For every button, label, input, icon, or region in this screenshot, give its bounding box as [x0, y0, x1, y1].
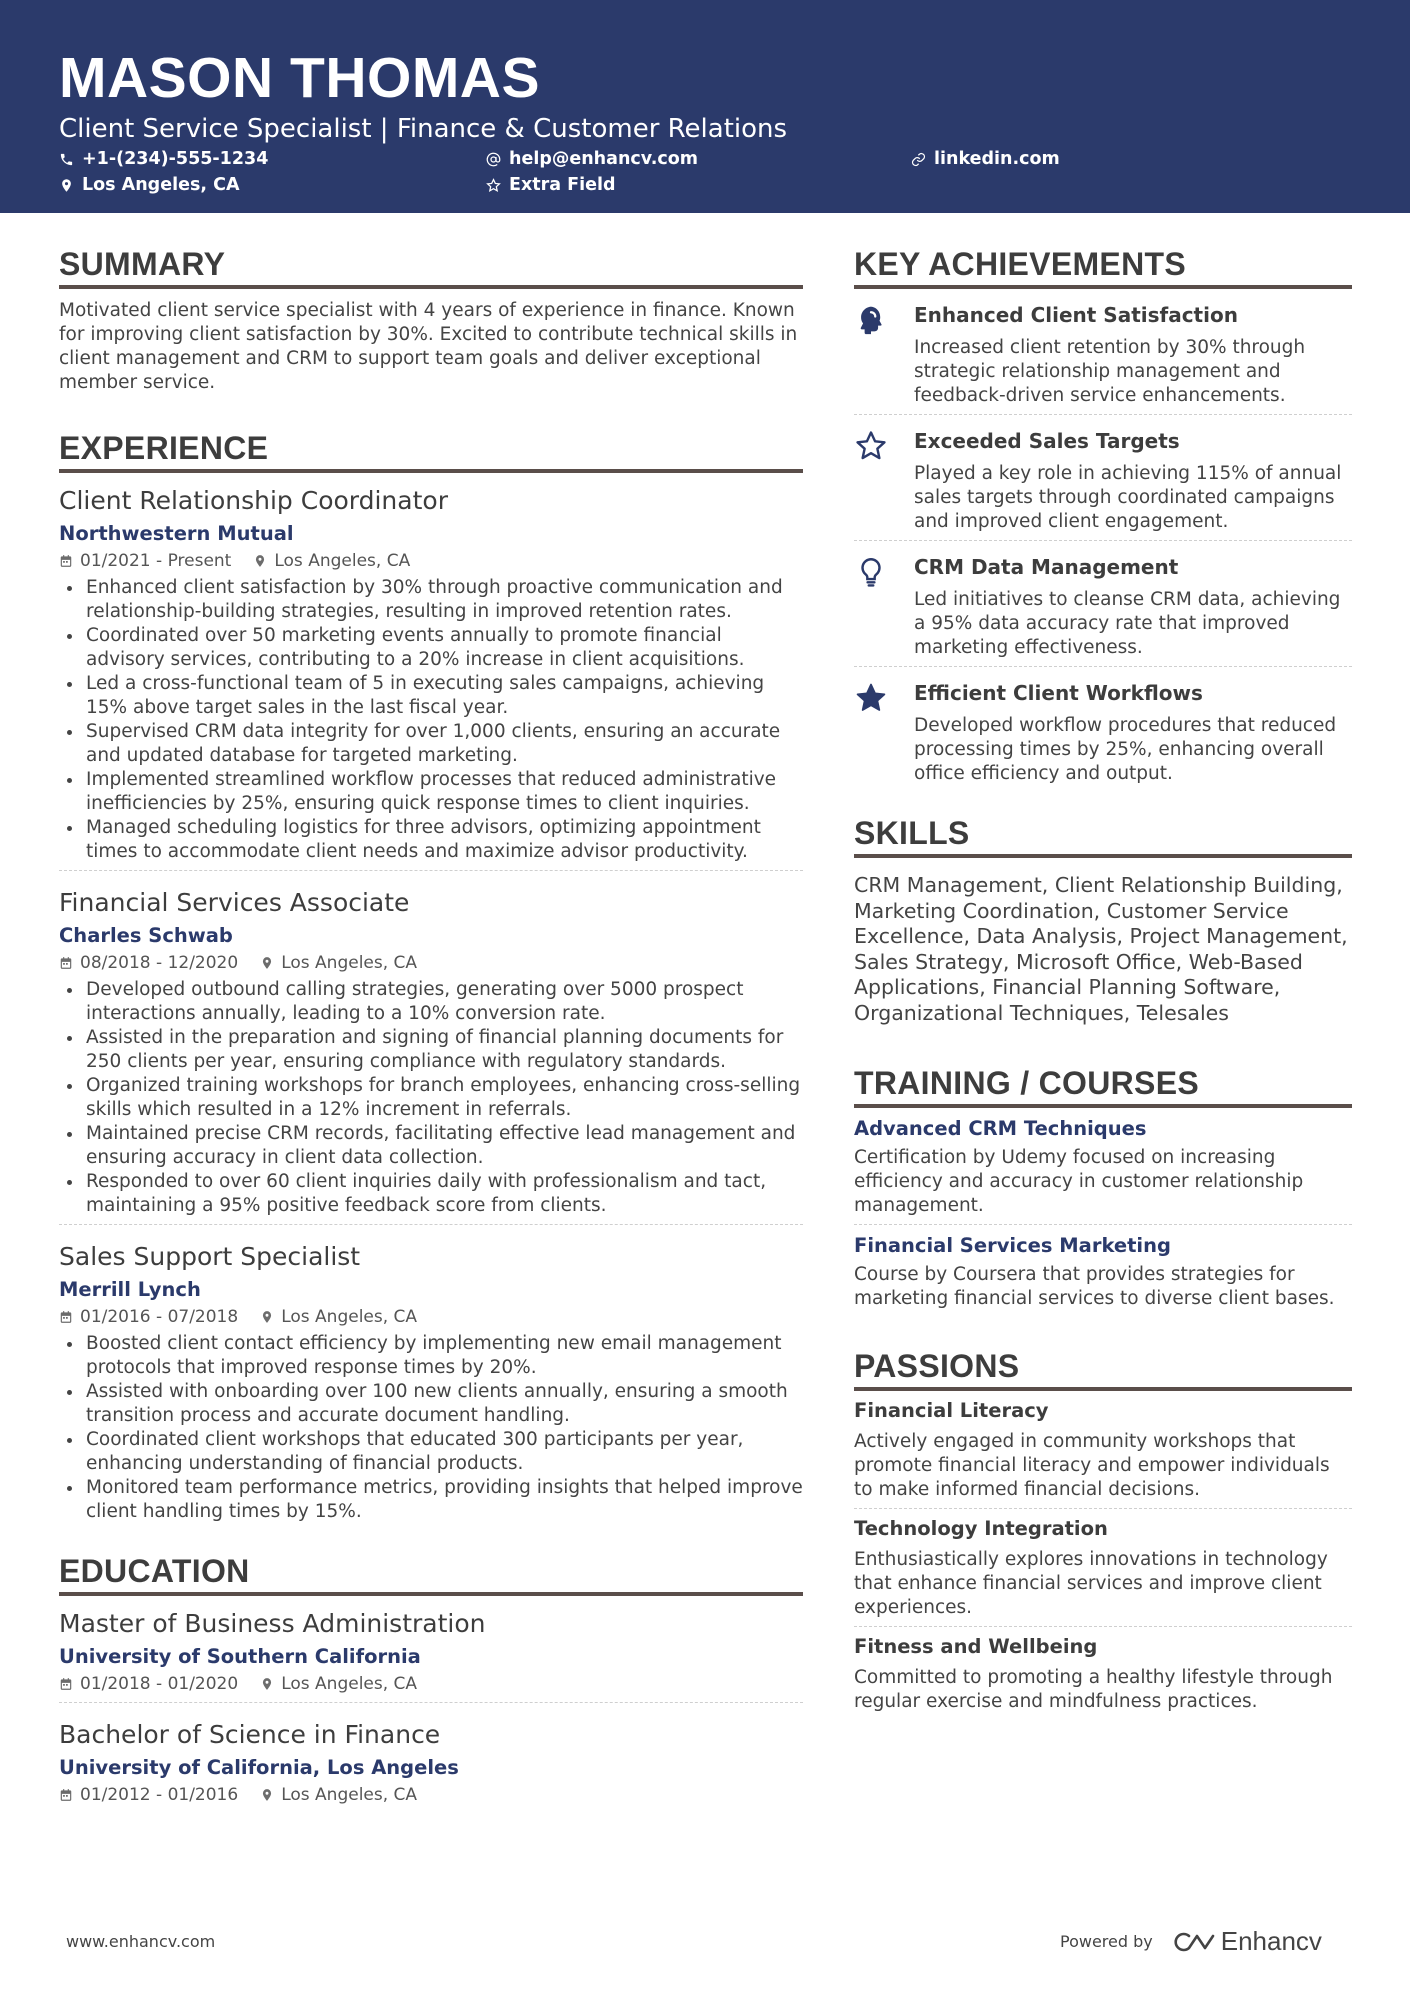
right-column	[854, 245, 1352, 1720]
passion-item	[854, 1508, 1352, 1626]
skills-text: CRM Management, Client Relationship Building, Marketing Coordination, Customer Service Excellence, Data Analysis, Project Management, Sales Strategy, Microsoft Office, Web-Based Applications, Financial Planning Software, Organizational Techniques, Telesales	[854, 873, 1348, 1025]
course-desc: Certification by Udemy focused on increasing efficiency and accuracy in customer relationship management.	[854, 1147, 1304, 1216]
training-section	[854, 1064, 1352, 1317]
section-title-training: TRAINING / COURSES	[854, 1064, 1352, 1108]
calendar-icon	[59, 1310, 73, 1324]
bullet-item: Assisted in the preparation and signing of financial planning documents for 250 clients per year, ensuring compliance with regulatory standards.	[59, 1026, 803, 1074]
bullet-item: Responded to over 60 client inquiries daily with professionalism and tact, maintaining a 95% positive feedback score from clients.	[59, 1170, 803, 1218]
bullet-item: Implemented streamlined workflow processes that reduced administrative inefficiencies by 25%, ensuring quick response times to client inquiries.	[59, 768, 803, 816]
bullet-item: Managed scheduling logistics for three advisors, optimizing appointment times to accommodate client needs and maximize advisor productivity.	[59, 816, 803, 864]
passions-list	[854, 1391, 1352, 1720]
phone-text: +1-(234)-555-1234	[82, 149, 269, 169]
experience-list	[59, 485, 803, 1530]
location-pin-icon	[260, 956, 274, 970]
date-text: 01/2012 - 01/2016	[80, 1785, 239, 1805]
course-desc: Course by Coursera that provides strategies for marketing financial services to diverse client bases.	[854, 1264, 1335, 1309]
date-text: 08/2018 - 12/2020	[80, 953, 239, 973]
location-pin-icon	[253, 554, 267, 568]
location	[253, 549, 410, 573]
achievement-item	[854, 666, 1352, 792]
date-location	[59, 951, 803, 975]
degree-title: Master of Business Administration	[59, 1609, 486, 1638]
bullet-item: Coordinated client workshops that educated 300 participants per year, enhancing understanding of financial products.	[59, 1428, 803, 1476]
extra-text: Extra Field	[509, 175, 616, 195]
date-text: 01/2018 - 01/2020	[80, 1674, 239, 1694]
passion-item	[854, 1391, 1352, 1508]
company-name: Charles Schwab	[59, 924, 233, 947]
company-name: Northwestern Mutual	[59, 522, 294, 545]
email-text: help@enhancv.com	[509, 149, 699, 169]
job-entry	[59, 1224, 803, 1530]
footer-website[interactable]: www.enhancv.com	[66, 1932, 216, 1951]
contact-linkedin[interactable]	[911, 149, 1060, 169]
training-list	[854, 1108, 1352, 1317]
date-range	[59, 1305, 238, 1329]
skills-section	[854, 814, 1352, 1026]
calendar-icon	[59, 1788, 73, 1802]
date-location	[59, 1305, 803, 1329]
achievements-list	[854, 289, 1352, 792]
location	[260, 1783, 417, 1807]
company-name: Merrill Lynch	[59, 1278, 201, 1301]
passion-desc: Actively engaged in community workshops that promote financial literacy and empower individuals to make informed financial decisions.	[854, 1431, 1330, 1500]
contact-email[interactable]	[486, 149, 698, 169]
achievement-title: Efficient Client Workflows	[914, 681, 1203, 705]
calendar-icon	[59, 956, 73, 970]
link-icon	[911, 152, 926, 167]
star-icon	[486, 178, 501, 193]
date-text: 01/2021 - Present	[80, 551, 232, 571]
education-entry	[59, 1702, 803, 1813]
education-section	[59, 1552, 803, 1813]
enhancv-logo-icon	[1171, 1930, 1215, 1954]
at-icon	[486, 152, 501, 167]
section-title-skills: SKILLS	[854, 814, 1352, 858]
bullet-item: Coordinated over 50 marketing events annually to promote financial advisory services, contributing to a 20% increase in client acquisitions.	[59, 624, 803, 672]
location-pin-icon	[260, 1788, 274, 1802]
job-bullets	[59, 576, 803, 864]
passion-title: Financial Literacy	[854, 1399, 1049, 1422]
passion-desc: Enthusiastically explores innovations in technology that enhance financial services and improve client experiences.	[854, 1549, 1328, 1618]
star-filled-icon	[854, 681, 888, 715]
bullet-item: Boosted client contact efficiency by implementing new email management protocols that improved response times by 20%.	[59, 1332, 803, 1380]
job-title: Financial Services Associate	[59, 888, 410, 917]
school-name: University of Southern California	[59, 1645, 421, 1668]
date-range	[59, 951, 238, 975]
achievement-item	[854, 540, 1352, 666]
location	[260, 1305, 417, 1329]
bullet-item: Enhanced client satisfaction by 30% through proactive communication and relationship-building strategies, resulting in improved retention rates.	[59, 576, 803, 624]
date-range	[59, 549, 231, 573]
bullet-item: Led a cross-functional team of 5 in executing sales campaigns, achieving 15% above target sales in the last fiscal year.	[59, 672, 803, 720]
job-bullets	[59, 978, 803, 1218]
job-title: Client Relationship Coordinator	[59, 486, 448, 515]
achievement-title: Exceeded Sales Targets	[914, 429, 1180, 453]
passion-item	[854, 1626, 1352, 1720]
section-title-education: EDUCATION	[59, 1552, 803, 1596]
footer-branding	[1060, 1926, 1322, 1957]
summary-text: Motivated client service specialist with 4 years of experience in finance. Known for improving client satisfaction by 30%. Excited to contribute technical skills in client management and CRM to support team goals and deliver exceptional member service.	[59, 300, 798, 393]
degree-title: Bachelor of Science in Finance	[59, 1720, 441, 1749]
achievement-item	[854, 289, 1352, 414]
left-column	[59, 245, 803, 1813]
date-text: 01/2016 - 07/2018	[80, 1307, 239, 1327]
achievement-title: Enhanced Client Satisfaction	[914, 303, 1238, 327]
location-text: Los Angeles, CA	[82, 175, 240, 195]
location	[260, 951, 417, 975]
location-pin-icon	[59, 178, 74, 193]
education-list	[59, 1608, 803, 1813]
date-range	[59, 1672, 238, 1696]
candidate-subtitle: Client Service Specialist | Finance & Customer Relations	[59, 114, 788, 144]
location-pin-icon	[260, 1310, 274, 1324]
bullet-item: Supervised CRM data integrity for over 1,000 clients, ensuring an accurate and updated database for targeted marketing.	[59, 720, 803, 768]
date-location	[59, 549, 803, 573]
passion-title: Fitness and Wellbeing	[854, 1635, 1098, 1658]
bullet-item: Monitored team performance metrics, providing insights that helped improve client handling times by 15%.	[59, 1476, 803, 1524]
achievement-title: CRM Data Management	[914, 555, 1179, 579]
date-location	[59, 1672, 803, 1696]
powered-by-text: Powered by	[1060, 1932, 1153, 1951]
passion-desc: Committed to promoting a healthy lifestyle through regular exercise and mindfulness practices.	[854, 1667, 1333, 1712]
course-title: Financial Services Marketing	[854, 1234, 1171, 1257]
bullet-item: Maintained precise CRM records, facilitating effective lead management and ensuring accuracy in client data collection.	[59, 1122, 803, 1170]
date-location	[59, 1783, 803, 1807]
bullet-item: Developed outbound calling strategies, generating over 5000 prospect interactions annually, leading to a 10% conversion rate.	[59, 978, 803, 1026]
passions-section	[854, 1347, 1352, 1720]
head-icon	[854, 303, 888, 337]
achievement-desc: Increased client retention by 30% through strategic relationship management and feedback-driven service enhancements.	[914, 337, 1306, 406]
achievement-desc: Led initiatives to cleanse CRM data, achieving a 95% data accuracy rate that improved marketing effectiveness.	[914, 589, 1341, 658]
location-text: Los Angeles, CA	[281, 953, 418, 973]
course-item	[854, 1224, 1352, 1317]
education-entry	[59, 1608, 803, 1702]
calendar-icon	[59, 1677, 73, 1691]
achievement-item	[854, 414, 1352, 540]
section-title-achievements: KEY ACHIEVEMENTS	[854, 245, 1352, 289]
location	[260, 1672, 417, 1696]
location-text: Los Angeles, CA	[274, 551, 411, 571]
calendar-icon	[59, 554, 73, 568]
lightbulb-icon	[854, 555, 888, 589]
linkedin-text: linkedin.com	[934, 149, 1060, 169]
location-text: Los Angeles, CA	[281, 1785, 418, 1805]
date-range	[59, 1783, 238, 1807]
job-entry	[59, 870, 803, 1224]
bullet-item: Assisted with onboarding over 100 new clients annually, ensuring a smooth transition process and accurate document handling.	[59, 1380, 803, 1428]
course-item	[854, 1108, 1352, 1224]
section-title-passions: PASSIONS	[854, 1347, 1352, 1391]
location-pin-icon	[260, 1677, 274, 1691]
contact-phone[interactable]	[59, 149, 268, 169]
contact-location	[59, 175, 240, 195]
achievements-section	[854, 245, 1352, 792]
enhancv-logo[interactable]	[1171, 1926, 1322, 1957]
phone-icon	[59, 152, 74, 167]
course-title: Advanced CRM Techniques	[854, 1117, 1147, 1140]
job-title: Sales Support Specialist	[59, 1242, 361, 1271]
location-text: Los Angeles, CA	[281, 1674, 418, 1694]
location-text: Los Angeles, CA	[281, 1307, 418, 1327]
section-title-experience: EXPERIENCE	[59, 429, 803, 473]
resume-header	[0, 0, 1410, 213]
section-title-summary: SUMMARY	[59, 245, 803, 289]
candidate-name: MASON THOMAS	[59, 46, 540, 110]
achievement-desc: Played a key role in achieving 115% of annual sales targets through coordinated campaigns and improved client engagement.	[914, 463, 1342, 532]
bullet-item: Organized training workshops for branch employees, enhancing cross-selling skills which resulted in a 12% increment in referrals.	[59, 1074, 803, 1122]
passion-title: Technology Integration	[854, 1517, 1108, 1540]
job-entry	[59, 485, 803, 870]
enhancv-logo-text: Enhancv	[1220, 1926, 1322, 1956]
school-name: University of California, Los Angeles	[59, 1756, 459, 1779]
contact-extra	[486, 175, 616, 195]
experience-section	[59, 429, 803, 1530]
contact-info	[59, 149, 1410, 201]
summary-section	[59, 245, 803, 395]
job-bullets	[59, 1332, 803, 1524]
achievement-desc: Developed workflow procedures that reduced processing times by 25%, enhancing overall office efficiency and output.	[914, 715, 1337, 784]
star-outline-icon	[854, 429, 888, 463]
